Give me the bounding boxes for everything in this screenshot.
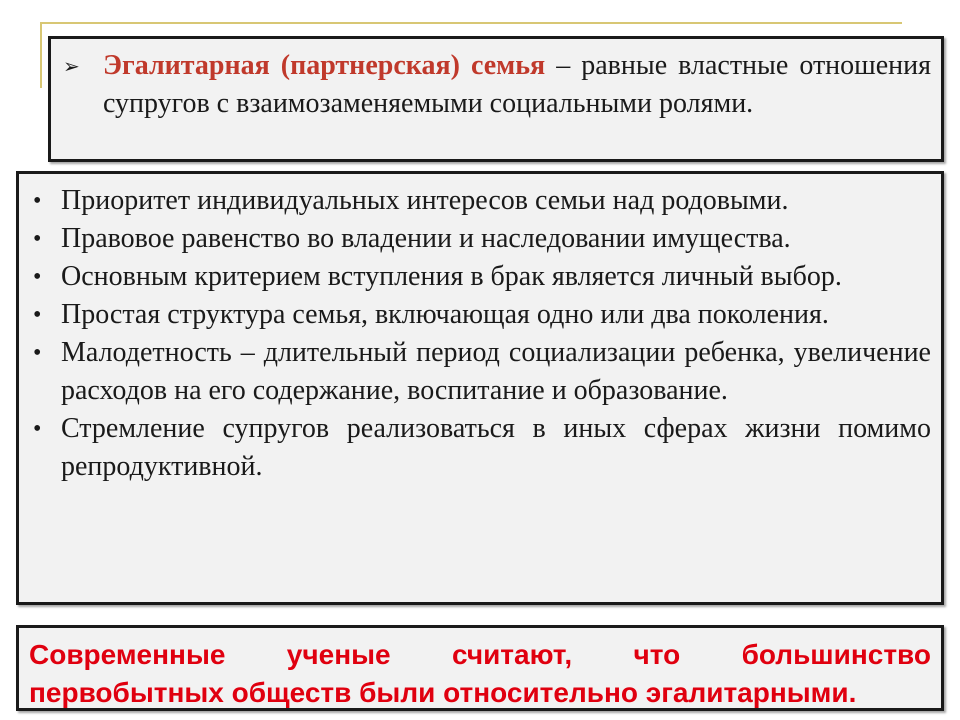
conclusion-line-2: первобытных обществ были относительно эгалитарными. [29,677,857,708]
bullet-icon: • [33,340,42,366]
list-item-text: Приоритет индивидуальных интересов семьи над родовыми. [61,185,789,216]
list-item-text: Основным критерием вступления в брак является личный выбор. [61,261,842,292]
bullet-icon: • [33,416,42,442]
list-item [29,296,931,334]
list-item [29,182,931,220]
features-list [29,182,931,486]
definition-box [48,36,944,162]
list-item [29,258,931,296]
bullet-icon: • [33,188,42,214]
list-item-text: Малодетность – длительный период социализации ребенка, увеличение расходов на его содержание, воспитание и образование. [61,337,931,406]
list-item-text: Правовое равенство во владении и наследовании имущества. [61,223,791,254]
list-item [29,410,931,486]
list-item-text: Стремление супругов реализоваться в иных сферах жизни помимо репродуктивной. [61,413,931,482]
bullet-icon: • [33,264,42,290]
bullet-icon: • [33,302,42,328]
decorative-left-line [40,22,42,88]
definition-text: – равные властные отношения супругов с взаимозаменяемыми социальными ролями. [103,50,932,119]
features-box [16,171,944,605]
list-item [29,334,931,410]
arrow-marker-icon: ➢ [63,56,80,78]
decorative-top-line [40,22,902,24]
list-item [29,220,931,258]
list-item-text: Простая структура семья, включающая одно или два поколения. [61,299,829,330]
bullet-icon: • [33,226,42,252]
conclusion-line-1: Современные ученые считают, что большинство [29,639,931,670]
conclusion-text [29,636,931,712]
conclusion-box [16,625,944,711]
definition-paragraph [61,47,931,123]
definition-term: Эгалитарная (партнерская) семья [103,50,546,81]
